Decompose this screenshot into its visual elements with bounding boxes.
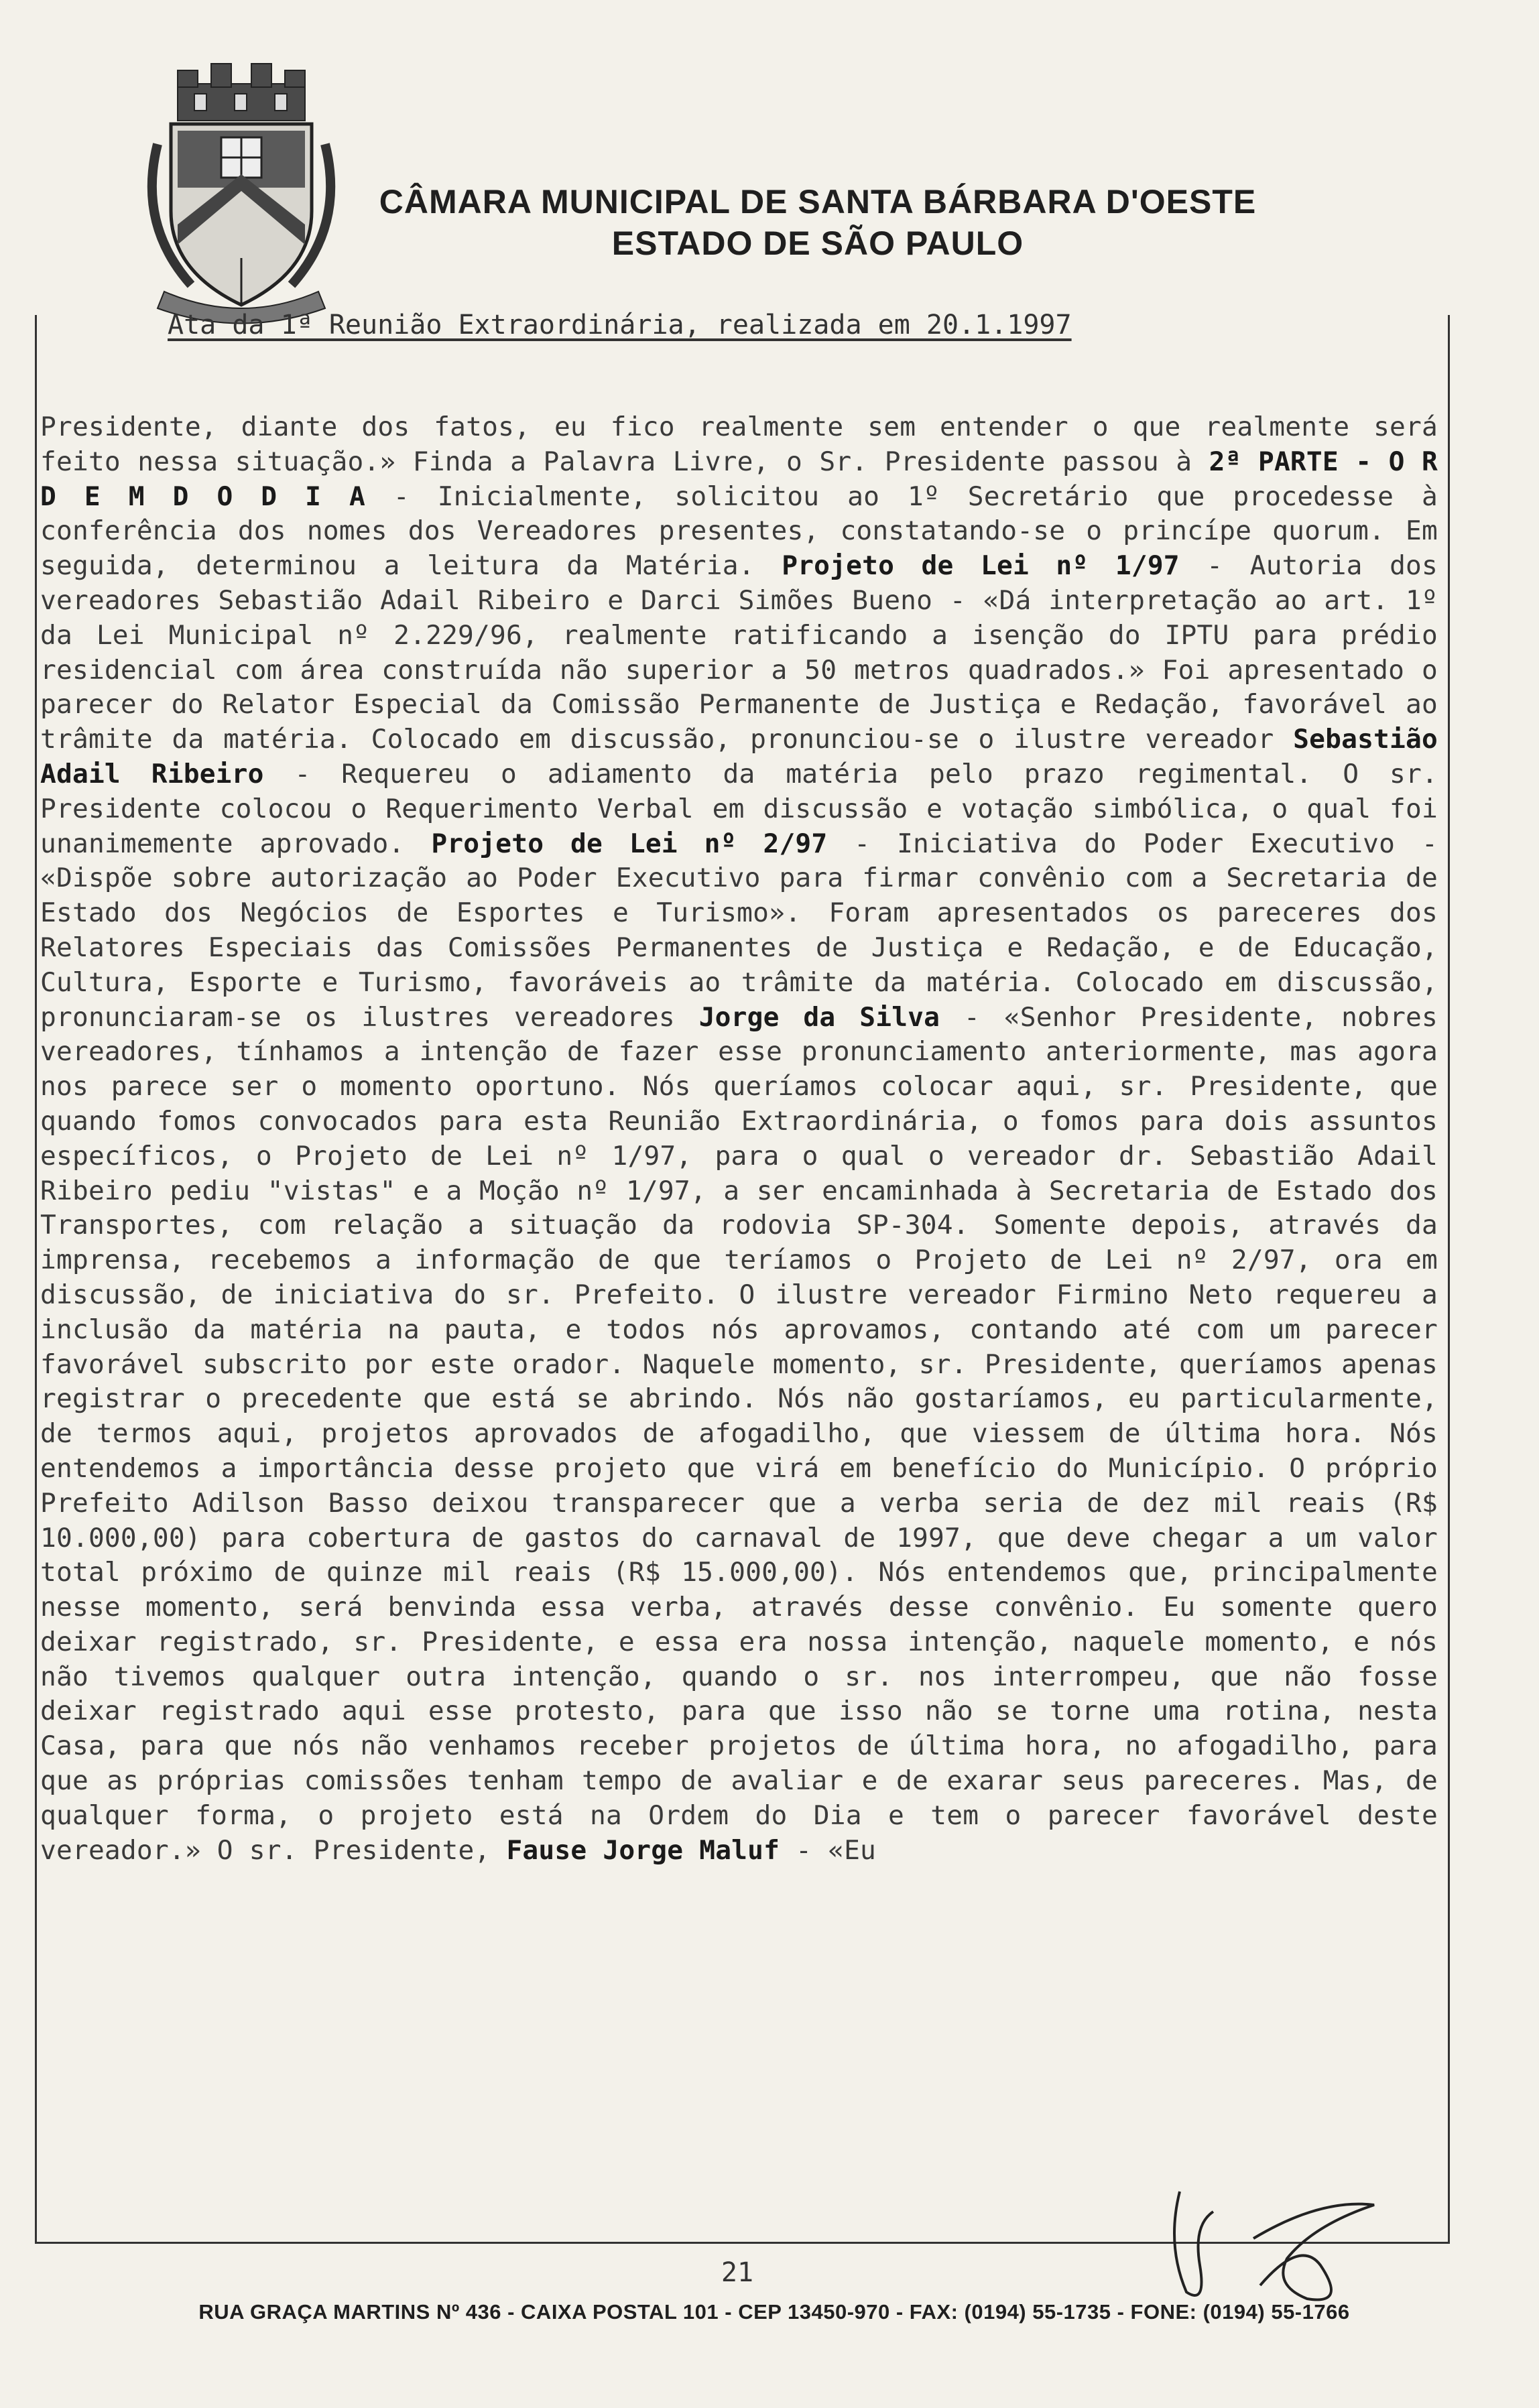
body-segment: - «Senhor Presidente, nobres vereadores, tínhamos a intenção de fazer esse pronunciamento anteriormente, mas agora nos parece ser o momento oportuno. Nós queríamos colocar aqui, sr. Presidente, que quando fomos convocados para esta Reunião Extraordinária, o fomos para dois assuntos específicos, o Projeto de Lei nº 1/97, para o qual o vereador dr. Sebastião Adail Ribeiro pediu "vistas" e a Moção nº 1/97, a ser encaminhada à Secretaria de Estado dos Transportes, com relação a situação da rodovia SP-304. Somente depois, através da imprensa, recebemos a informação de que teríamos o Projeto de Lei nº 2/97, ora em discussão, de iniciativa do sr. Prefeito. O ilustre vereador Firmino Neto requereu a inclusão da matéria na pauta, e todos nós aprovamos, contando até com um parecer favorável subscrito por este orador. Naquele momento, sr. Presidente, queríamos apenas registrar o precedente que está se abrindo. Nós não gostaríamos, eu particularmente, de termos aqui, projetos aprovados de afogadilho, que viessem de última hora. Nós entendemos a importância desse projeto que virá em benefício do Município. O próprio Prefeito Adilson Basso deixou transparecer que a verba seria de dez mil reais (R$ 10.000,00) para cobertura de gastos do carnaval de 1997, que deve chegar a um valor total próximo de quinze mil reais (R$ 15.000,00). Nós entendemos que, principalmente nesse momento, será benvinda essa verba, através desse convênio. Eu somente quero deixar registrado, sr. Presidente, e essa era nossa intenção, naquele momento, e nós não tivemos qualquer outra intenção, quando o sr. nos interrompeu, que não fosse deixar registrado aqui esse protesto, para que isso não se torne uma rotina, nesta Casa, para que nós não venhamos receber projetos de última hora, no afogadilho, para que as próprias comissões tenham tempo de avaliar e de exarar seus pareceres. Mas, de qualquer forma, o projeto está na Ordem do Dia e tem o parecer favorável deste vereador.» O sr. Presidente, (40, 1001, 1438, 1866)
margin-rule-right (1448, 315, 1450, 2242)
body-emphasis: Sebastião Adail Ribeiro (40, 724, 1438, 789)
body-segment: - Requereu o adiamento da matéria pelo prazo regimental. O sr. Presidente colocou o Requerimento Verbal em discussão e votação simbólica, o qual foi unanimemente aprovado. (40, 758, 1438, 859)
body-segment: - «Eu (780, 1834, 877, 1866)
institution-state: ESTADO DE SÃO PAULO (611, 225, 1024, 262)
body-emphasis: Projeto de Lei nº 2/97 (431, 828, 828, 859)
margin-rule-left (35, 315, 37, 2242)
body-segment: Presidente, diante dos fatos, eu fico realmente sem entender o que realmente será feito nessa situação.» Finda a Palavra Livre, o Sr. Presidente passou à (40, 411, 1438, 477)
institution-name: CÂMARA MUNICIPAL DE SANTA BÁRBARA D'OESTE (379, 183, 1257, 220)
body-emphasis: 2ª PARTE - O R D E M D O D I A (40, 446, 1438, 512)
body-emphasis: Projeto de Lei nº 1/97 (782, 550, 1180, 582)
body-emphasis: Jorge da Silva (698, 1001, 940, 1033)
handwritten-signature-icon (1153, 2185, 1408, 2319)
body-segment: - Iniciativa do Poder Executivo - «Dispõe sobre autorização ao Poder Executivo para firmar convênio com a Secretaria de Estado dos Negócios de Esportes e Turismo». Foram apresentados os pareceres dos Relatores Especiais das Comissões Permanentes de Justiça e Redação, e de Educação, Cultura, Esporte e Turismo, favoráveis ao trâmite da matéria. Colocado em discussão, pronunciaram-se os ilustres vereadores (40, 828, 1438, 1033)
footer-address: RUA GRAÇA MARTINS Nº 436 - CAIXA POSTAL 101 - CEP 13450-970 - FAX: (0194) 55-1735 - FONE: (0194) 55-1766 (198, 2300, 1350, 2324)
body-emphasis: Fause Jorge Maluf (506, 1834, 780, 1866)
body-segment: - Autoria dos vereadores Sebastião Adail Ribeiro e Darci Simões Bueno - «Dá interpretação ao art. 1º da Lei Municipal nº 2.229/96, realmente ratificando a isenção do IPTU para prédio residencial com área construída não superior a 50 metros quadrados.» Foi apresentado o parecer do Relator Especial da Comissão Permanente de Justiça e Redação, favorável ao trâmite da matéria. Colocado em discussão, pronunciou-se o ilustre vereador (40, 550, 1438, 755)
institution-header (362, 181, 1274, 264)
body-segment: - Inicialmente, solicitou ao 1º Secretário que procedesse à conferência dos nomes dos Vereadores presentes, constatando-se o princípe quorum. Em seguida, determinou a leitura da Matéria. (40, 481, 1438, 582)
minutes-body (40, 410, 1438, 1868)
page-number: 21 (721, 2257, 754, 2288)
minutes-title: Ata da 1ª Reunião Extraordinária, realizada em 20.1.1997 (168, 310, 1072, 340)
municipal-coat-of-arms-icon (131, 57, 352, 325)
